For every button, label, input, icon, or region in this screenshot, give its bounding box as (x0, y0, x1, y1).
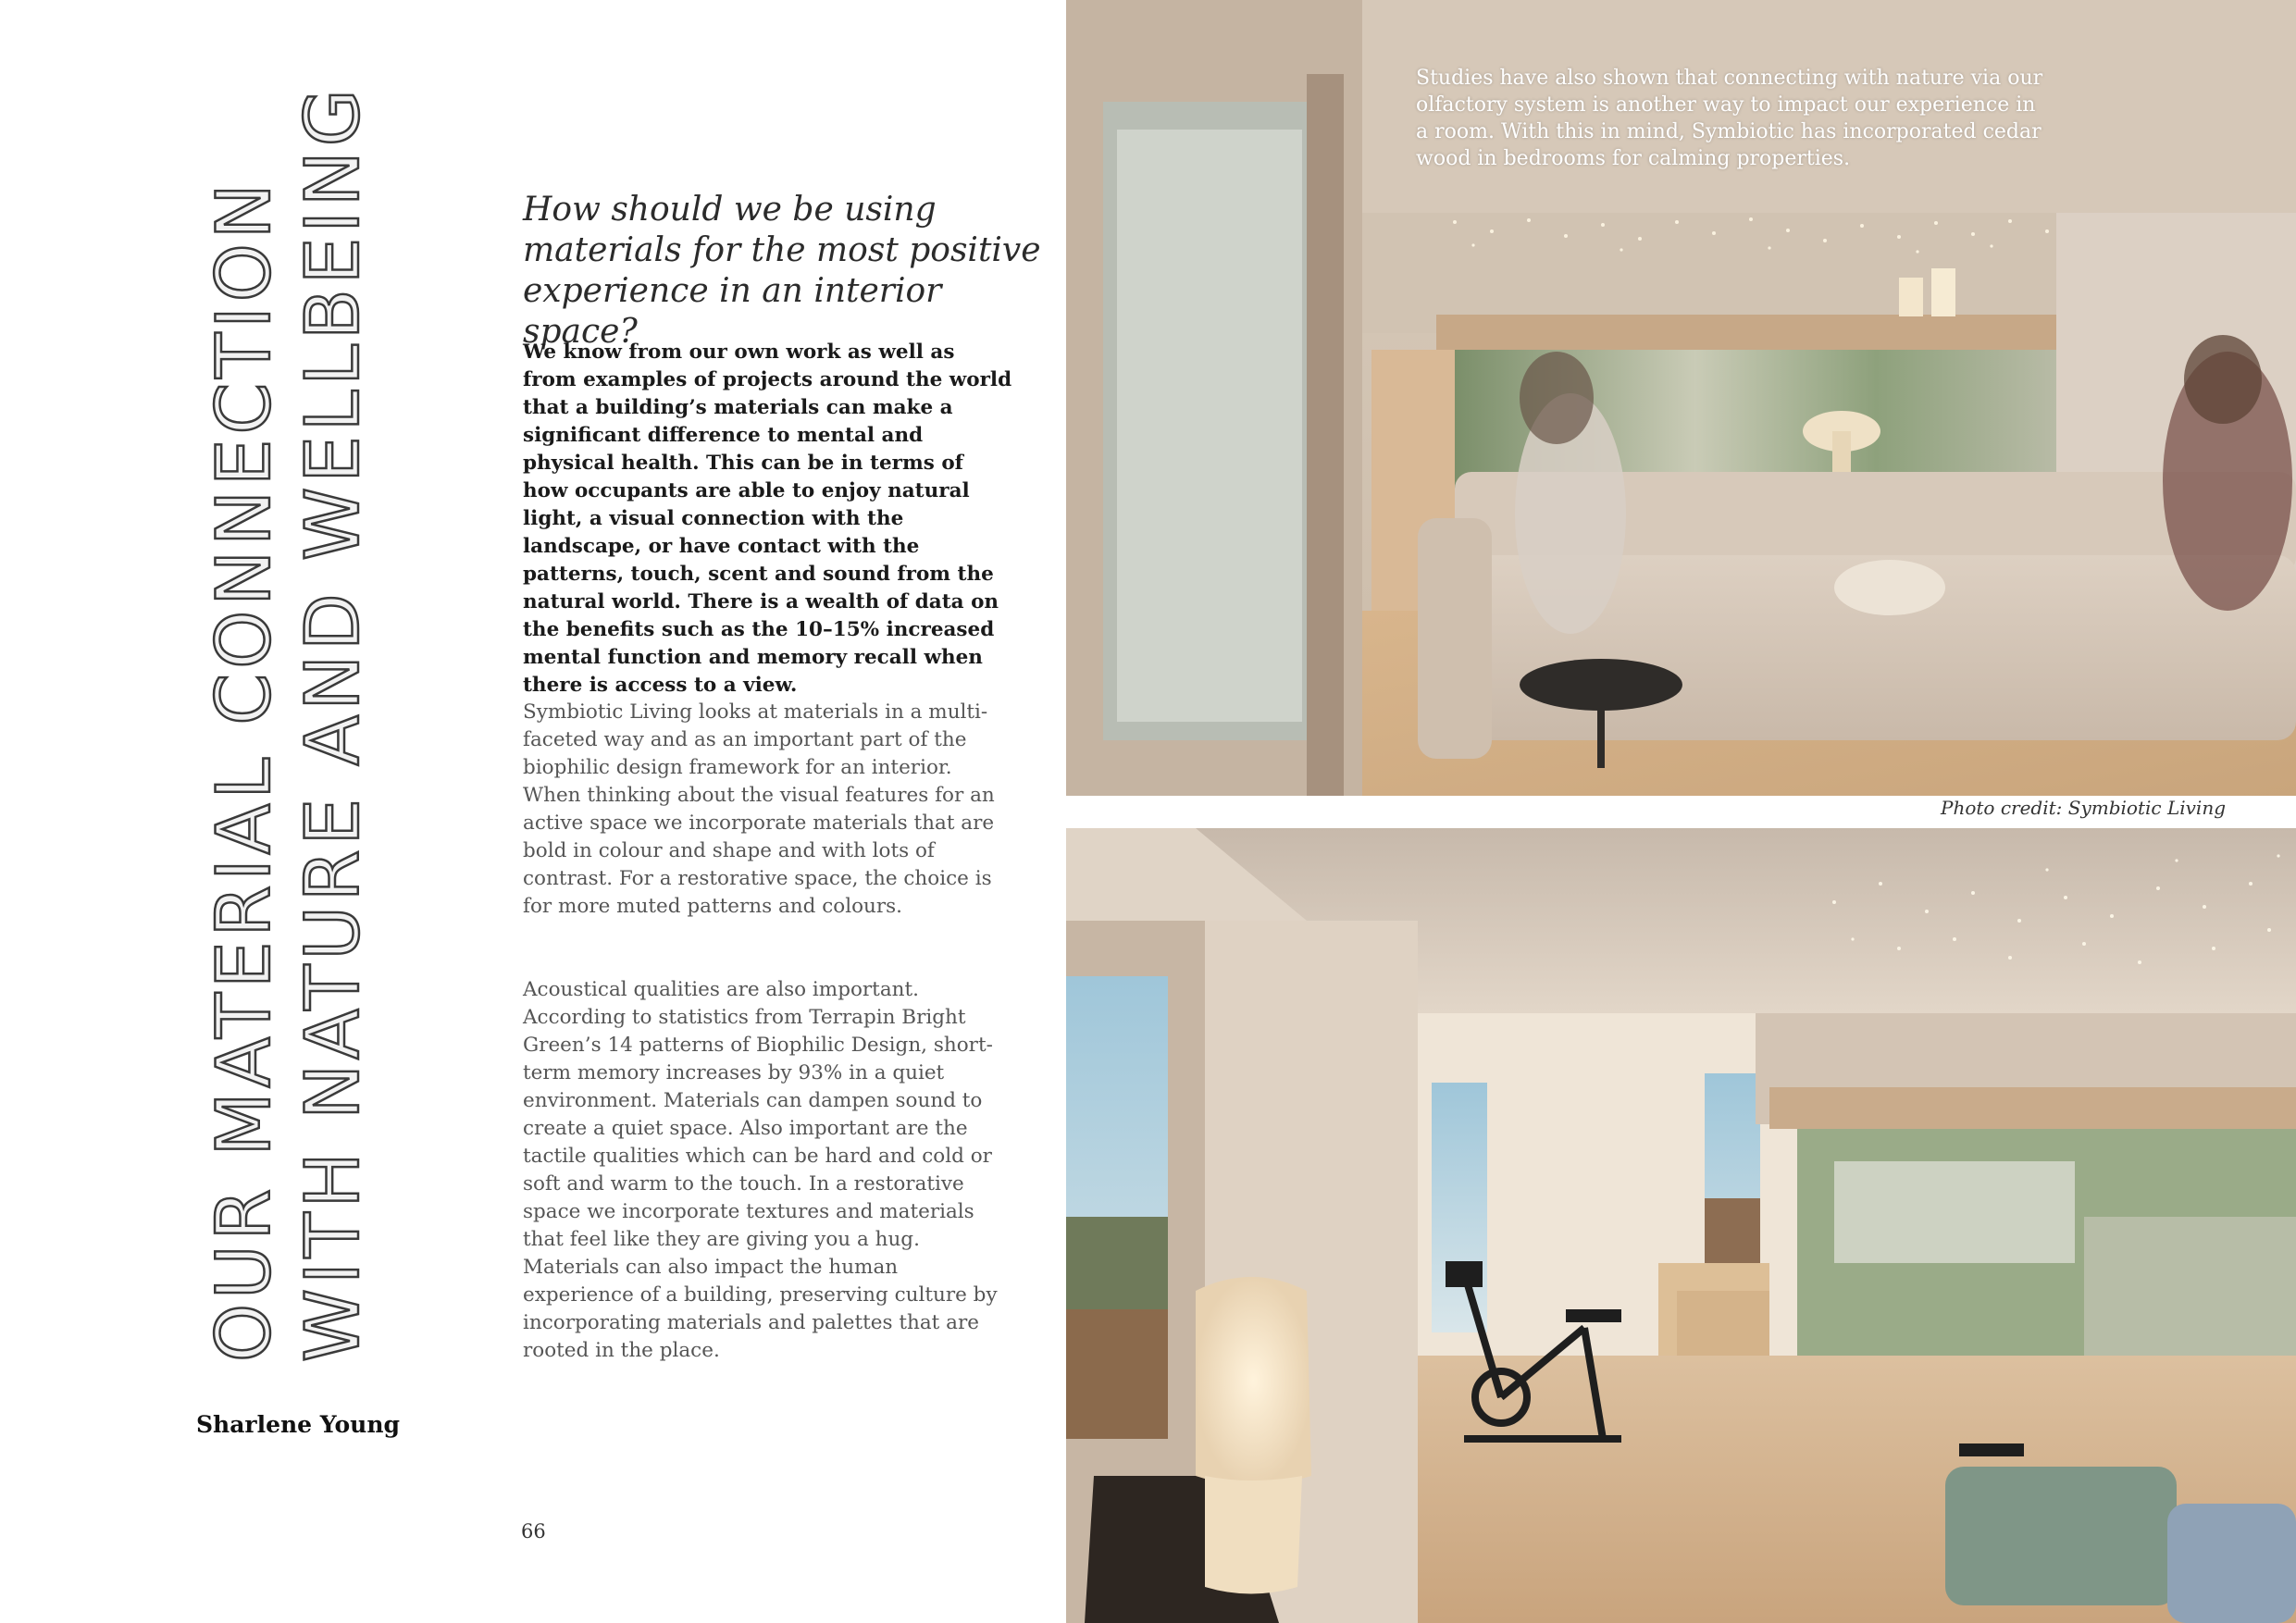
photo-credit: Photo credit: Symbiotic Living (1941, 797, 2226, 819)
body-paragraph-1: Symbiotic Living looks at materials in a multi-faceted way and as an important part of the biophilic design framework for an interior. When thinking about the visual features for an active space we incorporate materials that are bold in colour and shape and with lots of contrast. For a restorative space, the choice is for more muted patterns and colours. (523, 700, 995, 918)
photo-caption: Studies have also shown that connecting with nature via our olfactory system is another way to impact our experience in a room. With this in mind, Symbiotic has incorporated cedar wood in bedrooms for calming properties. (1416, 67, 2043, 170)
body-paragraph-2: Acoustical qualities are also important. According to statistics from Terrapin Bright Green’s 14 patterns of Biophilic Design, short-term memory increases by 93% in a quiet environment. Materials can dampen sound to create a quiet space. Also important are the tactile qualities which can be hard and cold or soft and warm to the touch. In a restorative space we incorporate textures and materials that feel like they are giving you a hug. Materials can also impact the human experience of a building, preserving culture by incorporating materials and palettes that are rooted in the place. (523, 978, 998, 1362)
article-title (200, 84, 376, 1362)
article-title-line-2: WITH NATURE AND WELLBEING (290, 84, 376, 1362)
author-name: Sharlene Young (196, 1411, 400, 1438)
subheading: How should we be using materials for the most positive experience in an interior space? (523, 191, 1041, 351)
page-number: 66 (521, 1520, 546, 1542)
left-page (0, 0, 1064, 1623)
exercise-room-photo (1066, 828, 2296, 1623)
article-title-line-1: OUR MATERIAL CONNECTION (201, 179, 287, 1362)
lead-paragraph: We know from our own work as well as from examples of projects around the world that a building’s materials can make a significant difference to mental and physical health. This can be in terms of how occupants are able to enjoy natural light, a visual connection with the landscape, or have contact with the patterns, touch, scent and sound from the natural world. There is a wealth of data on the benefits such as the 10–15% increased mental function and memory recall when there is access to a view. (523, 341, 1012, 697)
